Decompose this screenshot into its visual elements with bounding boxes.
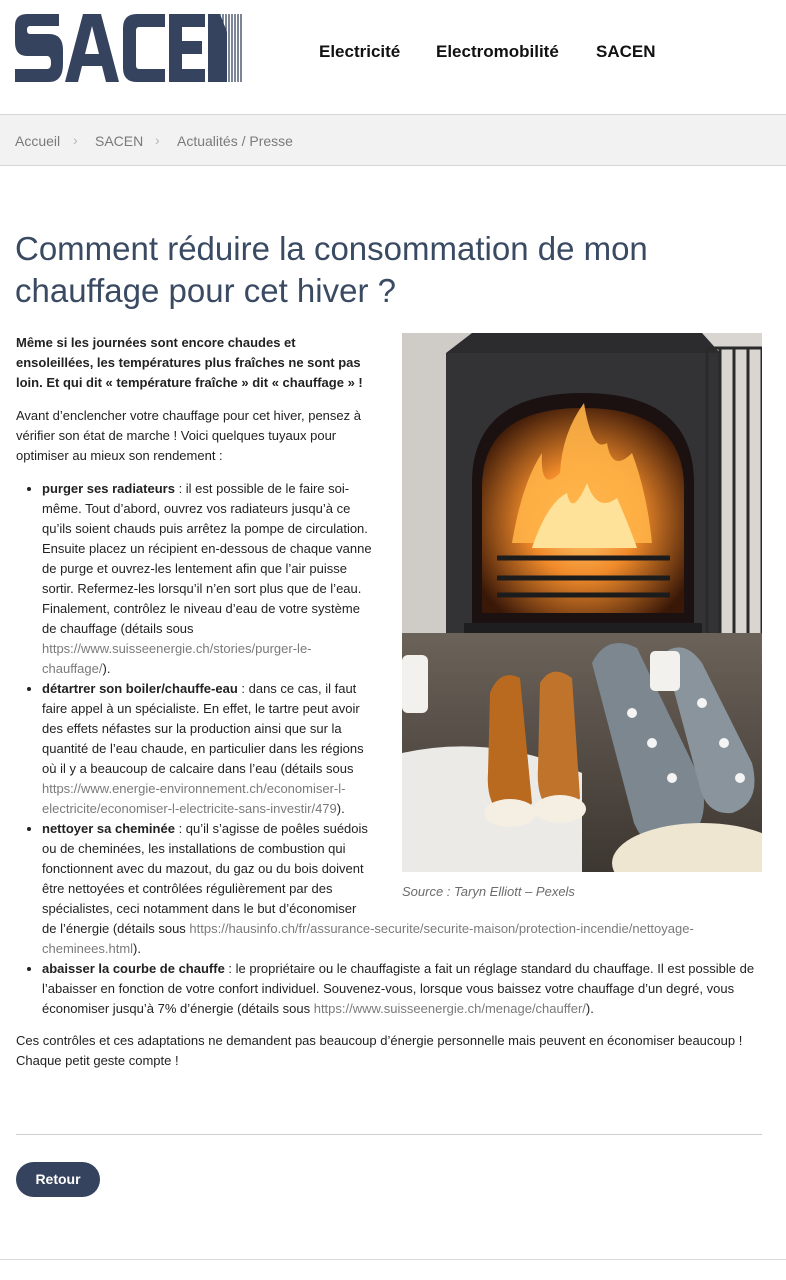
tip-text: : dans ce cas, il faut faire appel à un spécialiste. En effet, le tartre peut avoir des effets néfastes sur la production ainsi que sur la quantité de l’eau chaude, en particulier dans les régions où il y a beaucoup de calcaire dans l’eau (détails sous (42, 681, 364, 776)
tip-link[interactable]: https://www.suisseenergie.ch/stories/purger-le-chauffage/ (42, 641, 312, 676)
tip-title: abaisser la courbe de chauffe (42, 961, 225, 976)
list-item (42, 959, 764, 1019)
sacen-logo[interactable] (15, 12, 243, 84)
page-title: Comment réduire la consommation de mon chauffage pour cet hiver ? (15, 230, 648, 309)
article-conclusion: Ces contrôles et ces adaptations ne demandent pas beaucoup d’énergie personnelle mais peuvent en économiser beaucoup ! Chaque petit geste compte ! (16, 1033, 743, 1068)
tip-end: ). (585, 1001, 594, 1016)
nav-electromobilite[interactable]: Electromobilité (436, 42, 559, 61)
divider (16, 1134, 762, 1135)
tip-end: ). (102, 661, 111, 676)
breadcrumb-current: Actualités / Presse (177, 133, 293, 149)
article-body (16, 333, 764, 1084)
tip-link[interactable]: https://www.suisseenergie.ch/menage/chauffer/ (313, 1001, 586, 1016)
tip-title: purger ses radiateurs (42, 481, 175, 496)
tip-text: : il est possible de le faire soi-même. Tout d’abord, ouvrez vos radiateurs jusqu’à ce qu’ils soient chauds puis arrêtez la pompe de circulation. Ensuite placez un récipient en-dessous de chaque vanne de purge et ouvrez-les lentement afin que l’air puisse sortir. Refermez-les lorsqu’il n’en sort plus que de l’eau. Finalement, contrôlez le niveau d’eau de votre système de chauffage (détails sous (42, 481, 372, 636)
breadcrumb-sacen[interactable]: SACEN (95, 133, 144, 149)
tip-end: ). (133, 941, 141, 956)
breadcrumb-separator-icon: › (155, 132, 160, 148)
nav-sacen[interactable]: SACEN (596, 42, 656, 61)
tip-text: : qu’il s’agisse de poêles suédois ou de cheminées, les installations de combustion qui fonctionnent avec du mazout, du gaz ou du bois doivent être nettoyées et contrôlées régulièrement par des spécialistes, ceci notamment dans le but d’économiser de l’énergie (détails sous (42, 821, 368, 936)
breadcrumb (0, 114, 786, 166)
article-figure (402, 333, 764, 902)
footer-divider (0, 1259, 786, 1260)
tip-end: ). (336, 801, 345, 816)
breadcrumb-home[interactable]: Accueil (15, 133, 61, 149)
image-caption: Source : Taryn Elliott – Pexels (402, 884, 575, 899)
back-button[interactable]: Retour (16, 1162, 100, 1197)
tip-title: nettoyer sa cheminée (42, 821, 175, 836)
tip-link[interactable]: https://hausinfo.ch/fr/assurance-securite/securite-maison/protection-incendie/nettoyage-cheminees.html (42, 921, 694, 956)
breadcrumb-separator-icon: › (73, 132, 78, 148)
tip-title: détartrer son boiler/chauffe-eau (42, 681, 238, 696)
site-header (0, 0, 786, 114)
fireplace-photo (402, 333, 762, 872)
article-lead: Même si les journées sont encore chaudes et ensoleillées, les températures plus fraîches ne sont pas loin. Et qui dit « température fraîche » dit « chauffage » ! (16, 335, 363, 390)
nav-electricite[interactable]: Electricité (319, 42, 401, 61)
tip-link[interactable]: https://www.energie-environnement.ch/economiser-l-electricite/economiser-l-electricite-sans-investir/479 (42, 781, 346, 816)
article-intro: Avant d’enclencher votre chauffage pour cet hiver, pensez à vérifier son état de marche ! Voici quelques tuyaux pour optimiser au mieux son rendement : (16, 408, 361, 463)
tip-text: : le propriétaire ou le chauffagiste a fait un réglage standard du chauffage. Il est possible de l’abaisser en fonction de votre confort individuel. Souvenez-vous, lorsque vous baissez votre chauffage d’un degré, vous économiser jusqu’à 7% d’énergie (détails sous (42, 961, 755, 1016)
